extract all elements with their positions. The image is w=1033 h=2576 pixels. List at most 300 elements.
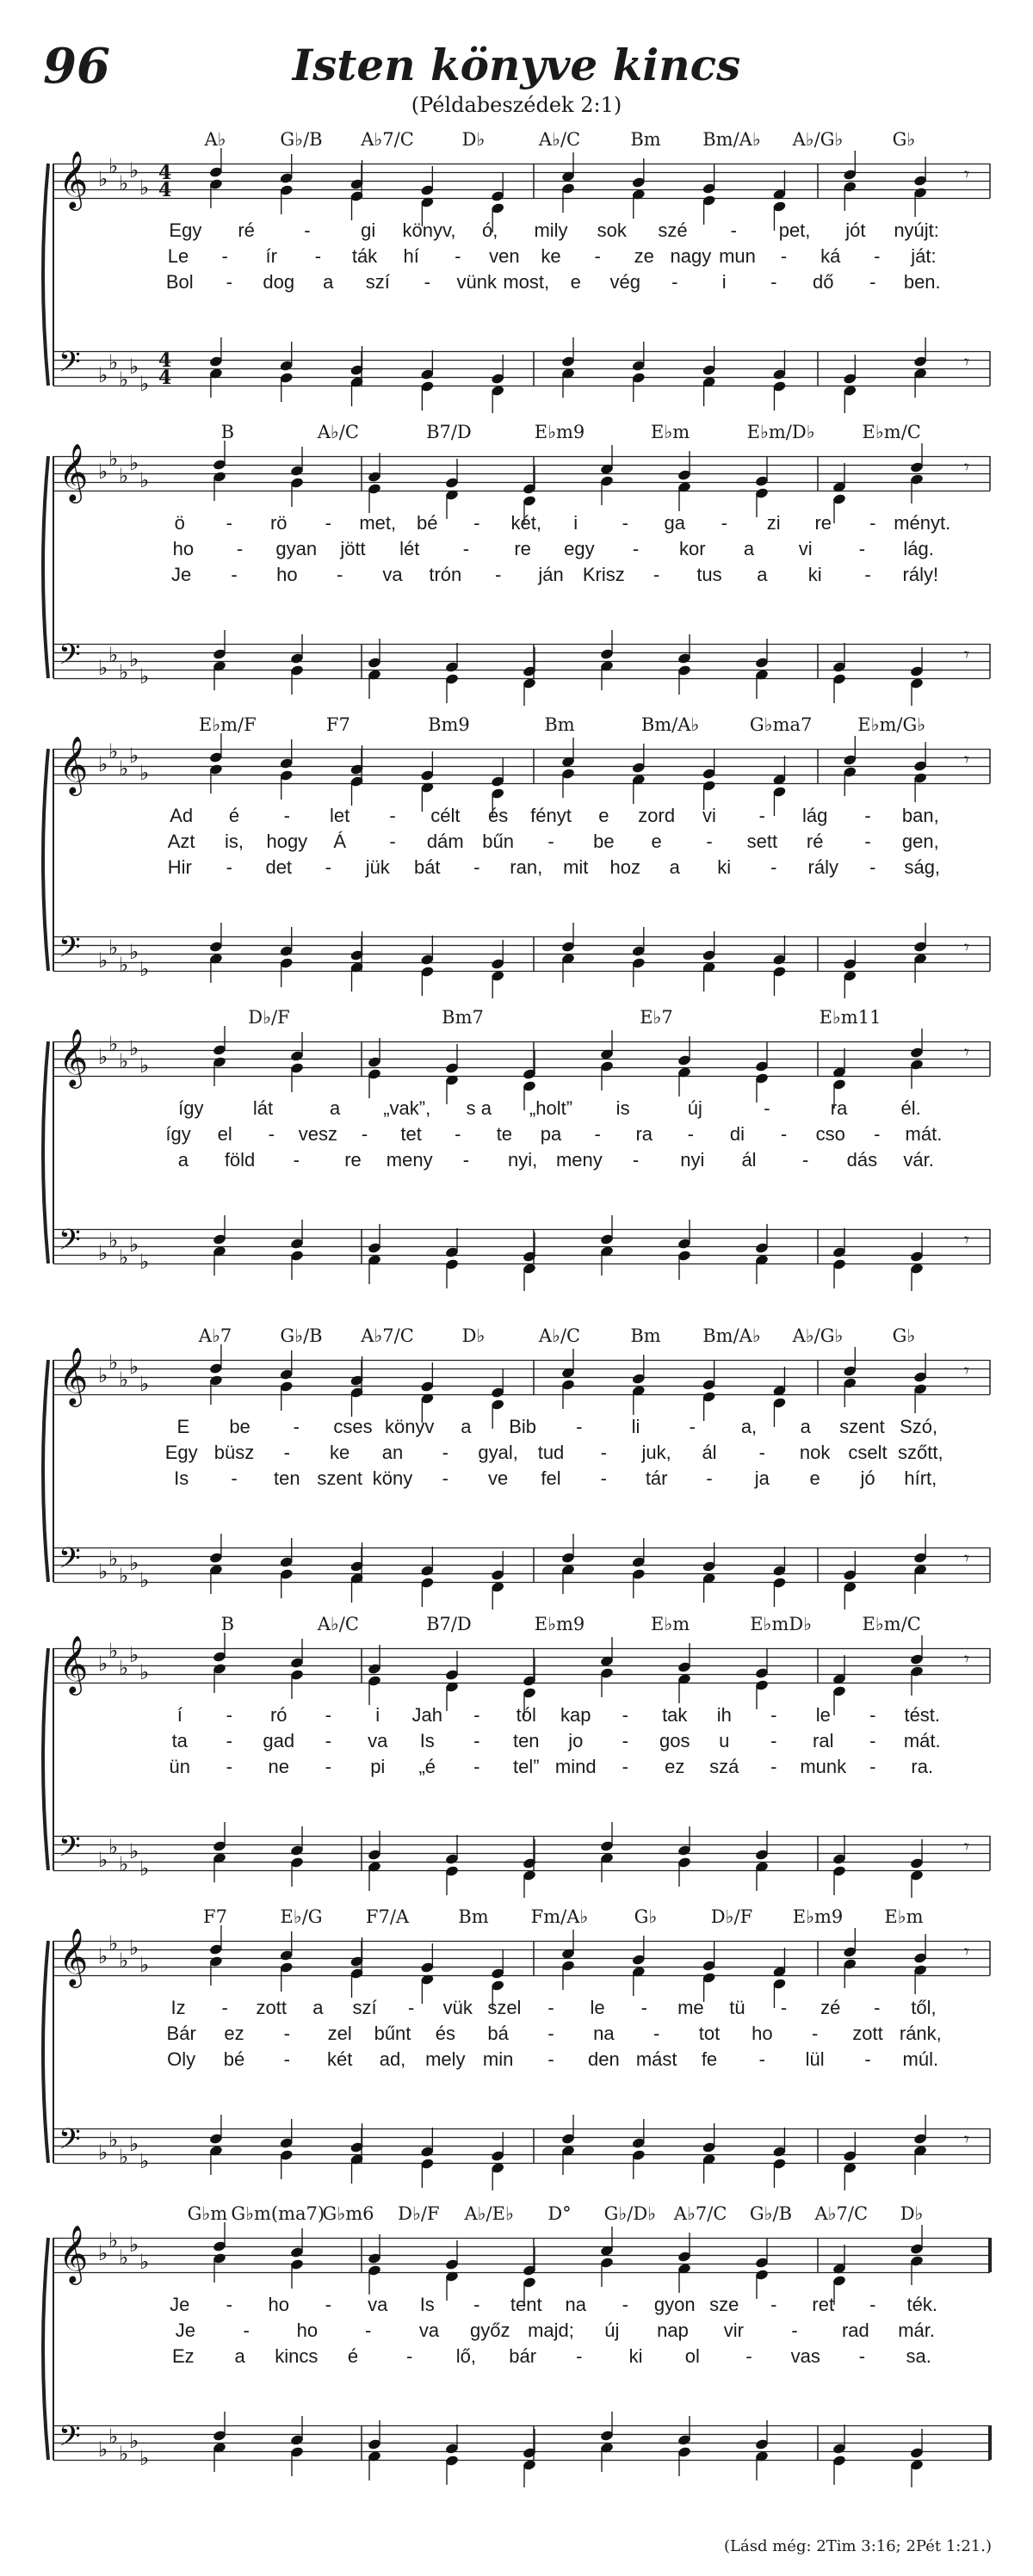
syllable-hyphen: - (389, 805, 396, 826)
lyric-syllable: két (326, 2048, 353, 2070)
syllable-hyphen: - (455, 245, 461, 267)
syllable-hyphen: - (770, 856, 777, 878)
lyric-syllable: Jah (411, 1704, 442, 1726)
chord-symbol: D♭ (900, 2203, 924, 2224)
lyric-syllable: tól (516, 1704, 536, 1726)
chord-symbol: A♭/C (317, 1614, 359, 1634)
eighth-rest-icon: 𝄾 (964, 164, 969, 186)
lyric-syllable: ho (296, 2320, 319, 2341)
lyric-syllable: hírt, (904, 1467, 937, 1489)
key-flat-icon: ♭ (108, 936, 119, 960)
treble-clef-icon: 𝄞 (59, 1634, 89, 1693)
eighth-rest-icon: 𝄾 (964, 457, 969, 479)
eighth-rest-icon: 𝄾 (964, 937, 969, 959)
lyric-syllable: ré (806, 831, 824, 852)
eighth-rest-icon: 𝄾 (964, 1837, 969, 1858)
lyric-syllable: ta (171, 1730, 188, 1751)
syllable-hyphen: - (226, 271, 232, 293)
lyric-verse-2 (0, 1730, 1033, 1754)
syllable-hyphen: - (325, 1756, 331, 1777)
lyric-syllable: szent (839, 1416, 885, 1437)
lyric-syllable: bár (509, 2345, 537, 2367)
key-flat-icon: ♭ (119, 660, 129, 684)
lyric-syllable: zi (766, 512, 781, 534)
lyric-syllable: trón (429, 564, 462, 585)
lyric-syllable: mind (554, 1756, 597, 1777)
key-flat-icon: ♭ (108, 447, 119, 471)
syllable-hyphen: - (336, 564, 343, 585)
lyric-syllable: mát. (903, 1730, 941, 1751)
treble-clef-icon: 𝄞 (59, 150, 89, 208)
lyric-syllable: nyújt: (894, 219, 939, 241)
lyric-syllable: Egy (164, 1442, 198, 1463)
syllable-hyphen: - (869, 1704, 876, 1726)
key-flat-icon: ♭ (98, 2241, 108, 2265)
bass-clef-icon: 𝄢 (59, 346, 81, 386)
lyric-syllable: na (593, 2023, 615, 2044)
lyric-syllable: ták (351, 245, 378, 267)
lyric-syllable: föld (224, 1149, 256, 1171)
lyric-syllable: mást (635, 2048, 677, 2070)
chord-symbol: F7 (203, 1906, 227, 1927)
lyric-syllable: gos (659, 1730, 690, 1751)
lyric-syllable: be (593, 831, 615, 852)
lyric-syllable: e (809, 1467, 820, 1489)
syllable-hyphen: - (632, 1149, 640, 1171)
key-flat-icon: ♭ (139, 664, 150, 689)
chord-symbol: B7/D (426, 422, 472, 442)
eighth-rest-icon: 𝄾 (964, 1230, 969, 1251)
lyric-syllable: dám (426, 831, 464, 852)
eighth-rest-icon: 𝄾 (964, 2129, 969, 2151)
lyric-syllable: ho (752, 2023, 773, 2044)
syllable-hyphen: - (325, 856, 331, 878)
lyric-syllable: rad (841, 2320, 869, 2341)
scripture-reference: (Lásd még: 2Tim 3:16; 2Pét 1:21.) (724, 2537, 992, 2555)
lyric-syllable: ál (702, 1442, 717, 1463)
syllable-hyphen: - (802, 1149, 809, 1171)
lyric-syllable: most, (503, 271, 550, 293)
lyric-verse-1 (0, 512, 1033, 536)
chord-symbol: A♭7/C (361, 1325, 414, 1346)
lyric-syllable: Le (167, 245, 189, 267)
syllable-hyphen: - (594, 1123, 601, 1145)
key-flat-icon: ♭ (108, 154, 119, 178)
lyric-syllable: új (687, 1097, 702, 1119)
eighth-rest-icon: 𝄾 (964, 645, 969, 666)
lyric-syllable: a (329, 1097, 341, 1119)
key-flat-icon: ♭ (139, 2446, 150, 2470)
lyric-verse-1 (0, 219, 1033, 244)
chord-symbol: A♭/C (538, 129, 581, 150)
lyric-syllable: fel (541, 1467, 561, 1489)
lyric-syllable: Krisz (582, 564, 625, 585)
lyric-syllable: sze (709, 2294, 739, 2315)
syllable-hyphen: - (268, 1123, 275, 1145)
chord-symbol: E♭m (650, 1614, 690, 1634)
chord-symbol: E♭m/F (198, 714, 257, 735)
lyric-syllable: mát. (905, 1123, 943, 1145)
syllable-hyphen: - (442, 1467, 448, 1489)
key-flat-icon: ♭ (139, 176, 150, 200)
chord-symbol: G♭ (634, 1906, 658, 1927)
lyric-syllable: ményt. (894, 512, 951, 534)
lyric-syllable: ze (634, 245, 654, 267)
lyric-syllable: an (381, 1442, 404, 1463)
syllable-hyphen: - (869, 856, 876, 878)
lyric-verse-1 (0, 2294, 1033, 2318)
syllable-hyphen: - (758, 805, 765, 826)
chord-symbol: Bm (544, 714, 575, 735)
lyric-syllable: gen, (901, 831, 939, 852)
chord-symbol: A♭7/C (814, 2203, 869, 2224)
lyric-syllable: mit (563, 856, 589, 878)
syllable-hyphen: - (406, 2345, 413, 2367)
chord-symbol: E♭m9 (534, 422, 585, 442)
syllable-hyphen: - (226, 856, 232, 878)
key-flat-icon: ♭ (98, 948, 108, 973)
key-flat-icon: ♭ (98, 1652, 108, 1676)
syllable-hyphen: - (706, 1467, 713, 1489)
key-flat-icon: ♭ (108, 2128, 119, 2152)
lyric-syllable: gad (263, 1730, 295, 1751)
lyric-syllable: lág (801, 805, 828, 826)
lyric-syllable: és (435, 2023, 455, 2044)
syllable-hyphen: - (864, 2048, 871, 2070)
lyric-verse-3 (0, 271, 1033, 295)
lyric-syllable: kap (560, 1704, 591, 1726)
lyric-syllable: vi (702, 805, 716, 826)
syllable-hyphen: - (226, 1756, 232, 1777)
lyric-verse-3 (0, 1149, 1033, 1173)
key-flat-icon: ♭ (129, 2429, 139, 2453)
lyric-syllable: nyi (680, 1149, 705, 1171)
syllable-hyphen: - (811, 2023, 819, 2044)
lyric-syllable: ban, (901, 805, 939, 826)
syllable-hyphen: - (361, 1123, 368, 1145)
key-flat-icon: ♭ (98, 2437, 108, 2462)
syllable-hyphen: - (653, 2023, 660, 2044)
key-flat-icon: ♭ (139, 957, 150, 981)
chord-symbol: Bm/A♭ (640, 714, 700, 735)
lyric-syllable: s a (466, 1097, 492, 1119)
lyric-syllable: büsz (213, 1442, 255, 1463)
treble-staff (53, 150, 990, 211)
key-flat-icon: ♭ (98, 656, 108, 680)
lyric-verse-2 (0, 831, 1033, 855)
lyric-verse-3 (0, 2048, 1033, 2073)
lyric-syllable: E (176, 1416, 190, 1437)
bass-clef-icon: 𝄢 (59, 2420, 81, 2460)
syllable-hyphen: - (770, 2294, 777, 2315)
lyric-syllable: ven (489, 245, 520, 267)
lyric-syllable: zord (638, 805, 676, 826)
lyric-syllable: bűnt (374, 2023, 411, 2044)
chord-symbol: Bm9 (428, 714, 470, 735)
key-flat-icon: ♭ (139, 1953, 150, 1977)
lyric-syllable: ré (238, 219, 255, 241)
chord-symbol: E♭m/D♭ (746, 422, 815, 442)
syllable-hyphen: - (653, 564, 660, 585)
lyric-syllable: me (677, 1997, 704, 2018)
lyric-syllable: zé (820, 1997, 841, 2018)
lyric-verse-1 (0, 1097, 1033, 1121)
chord-symbol: A♭/G♭ (792, 1325, 844, 1346)
key-flat-icon: ♭ (139, 1660, 150, 1684)
syllable-hyphen: - (745, 2345, 752, 2367)
lyric-syllable: lág. (903, 538, 934, 559)
lyric-syllable: pa (540, 1123, 562, 1145)
lyric-syllable: re (514, 538, 531, 559)
key-flat-icon: ♭ (98, 167, 108, 191)
lyric-syllable: ben. (903, 271, 941, 293)
key-flat-icon: ♭ (129, 451, 139, 475)
lyric-syllable: tud (537, 1442, 565, 1463)
syllable-hyphen: - (600, 1467, 607, 1489)
lyric-syllable: cselt (848, 1442, 888, 1463)
lyric-syllable: va (368, 2294, 388, 2315)
chord-symbol: D♭/F (248, 1007, 290, 1028)
lyric-syllable: bűn (482, 831, 515, 852)
lyric-syllable: vesz (298, 1123, 338, 1145)
lyric-syllable: ki (628, 2345, 643, 2367)
syllable-hyphen: - (462, 538, 470, 559)
syllable-hyphen: - (858, 538, 866, 559)
lyric-syllable: ra (635, 1123, 653, 1145)
lyric-syllable: rály (807, 856, 838, 878)
lyric-syllable: ne (268, 1756, 289, 1777)
key-flat-icon: ♭ (129, 1551, 139, 1575)
eighth-rest-icon: 𝄾 (964, 1649, 969, 1671)
lyric-syllable: „é (418, 1756, 436, 1777)
treble-staff (53, 735, 990, 796)
lyric-verse-2 (0, 538, 1033, 562)
lyric-syllable: könyv, (402, 219, 456, 241)
key-flat-icon: ♭ (129, 355, 139, 379)
syllable-hyphen: - (283, 805, 290, 826)
lyric-syllable: ír (265, 245, 278, 267)
lyric-syllable: di (729, 1123, 745, 1145)
lyric-syllable: ját: (911, 245, 937, 267)
key-flat-icon: ♭ (98, 363, 108, 387)
chord-symbol: G♭m (187, 2203, 228, 2224)
lyric-syllable: meny (555, 1149, 603, 1171)
lyric-syllable: e (570, 271, 581, 293)
syllable-hyphen: - (424, 271, 430, 293)
lyric-syllable: Bár (166, 2023, 196, 2044)
music-system (0, 1007, 1033, 1325)
lyric-syllable: ke (541, 245, 561, 267)
treble-clef-icon: 𝄞 (59, 1346, 89, 1405)
chord-symbol: A♭ (204, 129, 226, 150)
key-flat-icon: ♭ (108, 739, 119, 763)
key-flat-icon: ♭ (139, 1250, 150, 1274)
lyric-verse-1 (0, 1704, 1033, 1728)
lyric-syllable: ih (716, 1704, 732, 1726)
syllable-hyphen: - (869, 512, 876, 534)
key-flat-icon: ♭ (119, 1949, 129, 1973)
lyric-syllable: Oly (167, 2048, 196, 2070)
key-flat-icon: ♭ (108, 350, 119, 374)
key-flat-icon: ♭ (119, 171, 129, 195)
lyric-syllable: zott (256, 1997, 288, 2018)
bass-clef-icon: 𝄢 (59, 2123, 81, 2163)
chord-symbol: D♭/F (398, 2203, 440, 2224)
treble-staff (53, 1634, 990, 1696)
lyric-syllable: í (176, 1704, 182, 1726)
lyric-syllable: re (814, 512, 832, 534)
lyric-syllable: Iz (170, 1997, 186, 2018)
lyric-syllable: ga (664, 512, 685, 534)
key-flat-icon: ♭ (129, 2132, 139, 2156)
lyric-syllable: ra. (911, 1756, 934, 1777)
lyric-syllable: jót (845, 219, 866, 241)
syllable-hyphen: - (304, 219, 311, 241)
key-flat-icon: ♭ (119, 1656, 129, 1680)
syllable-hyphen: - (730, 219, 737, 241)
eighth-rest-icon: 𝄾 (964, 750, 969, 771)
lyric-syllable: ki (807, 564, 822, 585)
key-flat-icon: ♭ (98, 1363, 108, 1387)
bass-staff (53, 639, 990, 689)
chord-symbol: G♭m(ma7) (231, 2203, 325, 2224)
lyric-syllable: a (743, 538, 755, 559)
key-flat-icon: ♭ (129, 940, 139, 964)
syllable-hyphen: - (770, 1730, 777, 1751)
bass-clef-icon: 𝄢 (59, 931, 81, 971)
syllable-hyphen: - (473, 1756, 480, 1777)
lyric-syllable: majd; (528, 2320, 574, 2341)
treble-clef-icon: 𝄞 (59, 1028, 89, 1086)
lyric-syllable: vég (609, 271, 640, 293)
eighth-rest-icon: 𝄾 (964, 352, 969, 374)
lyric-syllable: ó, (482, 219, 498, 241)
lyric-syllable: ho (172, 538, 195, 559)
key-flat-icon: ♭ (119, 368, 129, 392)
chord-symbol: G♭ma7 (749, 714, 813, 735)
lyric-syllable: a, (740, 1416, 758, 1437)
lyric-syllable: a (177, 1149, 189, 1171)
lyric-syllable: gyal, (478, 1442, 518, 1463)
lyric-syllable: ho (276, 564, 298, 585)
key-flat-icon: ♭ (108, 1032, 119, 1056)
lyric-syllable: egy (564, 538, 595, 559)
syllable-hyphen: - (325, 2294, 331, 2315)
chord-symbol: B7/D (426, 1614, 472, 1634)
lyric-syllable: met, (359, 512, 397, 534)
lyric-syllable: szí (365, 271, 390, 293)
chord-symbol: Bm/A♭ (702, 1325, 761, 1346)
key-flat-icon: ♭ (129, 1036, 139, 1060)
syllable-hyphen: - (869, 2294, 876, 2315)
lyric-syllable: i (375, 1704, 380, 1726)
syllable-hyphen: - (721, 512, 727, 534)
time-signature: 4 (158, 179, 172, 201)
lyric-syllable: e (651, 831, 662, 852)
chord-symbol: G♭m6 (322, 2203, 374, 2224)
lyric-syllable: be (229, 1416, 251, 1437)
lyric-syllable: „vak”, (383, 1097, 431, 1119)
chord-symbol: E♭m/G♭ (857, 714, 926, 735)
lyric-syllable: Is (419, 1730, 435, 1751)
syllable-hyphen: - (442, 1442, 448, 1463)
eighth-rest-icon: 𝄾 (964, 1548, 969, 1570)
lyric-syllable: és (488, 805, 509, 826)
chord-symbol: A♭/E♭ (464, 2203, 514, 2224)
chord-symbol: Bm7 (442, 1007, 484, 1028)
syllable-hyphen: - (874, 1123, 881, 1145)
chord-symbol: E♭m11 (819, 1007, 881, 1028)
key-flat-icon: ♭ (129, 1839, 139, 1863)
lyric-syllable: szí (352, 1997, 377, 2018)
lyric-syllable: már. (898, 2320, 936, 2341)
lyric-syllable: is (615, 1097, 630, 1119)
lyric-syllable: jött (340, 538, 366, 559)
lyric-syllable: így (165, 1123, 191, 1145)
key-flat-icon: ♭ (129, 1936, 139, 1960)
syllable-hyphen: - (874, 1997, 881, 2018)
syllable-hyphen: - (231, 564, 238, 585)
treble-clef-icon: 𝄞 (59, 735, 89, 794)
key-flat-icon: ♭ (129, 1355, 139, 1379)
chord-symbol: A♭7 (198, 1325, 232, 1346)
key-flat-icon: ♭ (108, 1835, 119, 1859)
lyric-syllable: tus (696, 564, 722, 585)
chord-symbol: D° (547, 2203, 572, 2224)
key-flat-icon: ♭ (139, 2250, 150, 2274)
syllable-hyphen: - (473, 1730, 480, 1751)
lyric-syllable: köny (372, 1467, 413, 1489)
lyric-syllable: tár (645, 1467, 668, 1489)
lyric-verse-1 (0, 1416, 1033, 1440)
lyric-syllable: tot (698, 2023, 721, 2044)
lyric-syllable: tak (662, 1704, 688, 1726)
time-signature: 4 (158, 349, 172, 372)
lyric-syllable: ve (488, 1467, 509, 1489)
chord-symbol: D♭ (461, 129, 486, 150)
syllable-hyphen: - (622, 2294, 628, 2315)
lyric-syllable: i (573, 512, 578, 534)
lyric-syllable: jo (568, 1730, 584, 1751)
eighth-rest-icon: 𝄾 (964, 1942, 969, 1963)
lyric-syllable: é (228, 805, 240, 826)
lyric-syllable: Egy (169, 219, 202, 241)
lyric-syllable: u (719, 1730, 730, 1751)
bass-staff (53, 1831, 990, 1881)
syllable-hyphen: - (594, 245, 601, 267)
music-system (0, 1325, 1033, 1644)
lyric-syllable: tel” (512, 1756, 540, 1777)
chord-symbol: A♭/G♭ (792, 129, 844, 150)
lyric-verse-3 (0, 1756, 1033, 1780)
chord-symbol: A♭7/C (673, 2203, 727, 2224)
syllable-hyphen: - (283, 2023, 290, 2044)
eighth-rest-icon: 𝄾 (964, 1042, 969, 1064)
lyric-verse-2 (0, 245, 1033, 269)
lyric-syllable: pet, (778, 219, 811, 241)
syllable-hyphen: - (622, 1704, 628, 1726)
lyric-syllable: hogy (266, 831, 308, 852)
lyric-syllable: a (461, 1416, 472, 1437)
syllable-hyphen: - (473, 512, 480, 534)
lyric-syllable: det (265, 856, 293, 878)
lyric-syllable: a (323, 271, 334, 293)
chord-symbol: E♭m/C (862, 422, 921, 442)
lyric-syllable: vi (798, 538, 813, 559)
key-flat-icon: ♭ (139, 1372, 150, 1396)
lyric-syllable: kincs (275, 2345, 319, 2367)
time-signature: 4 (158, 162, 172, 184)
